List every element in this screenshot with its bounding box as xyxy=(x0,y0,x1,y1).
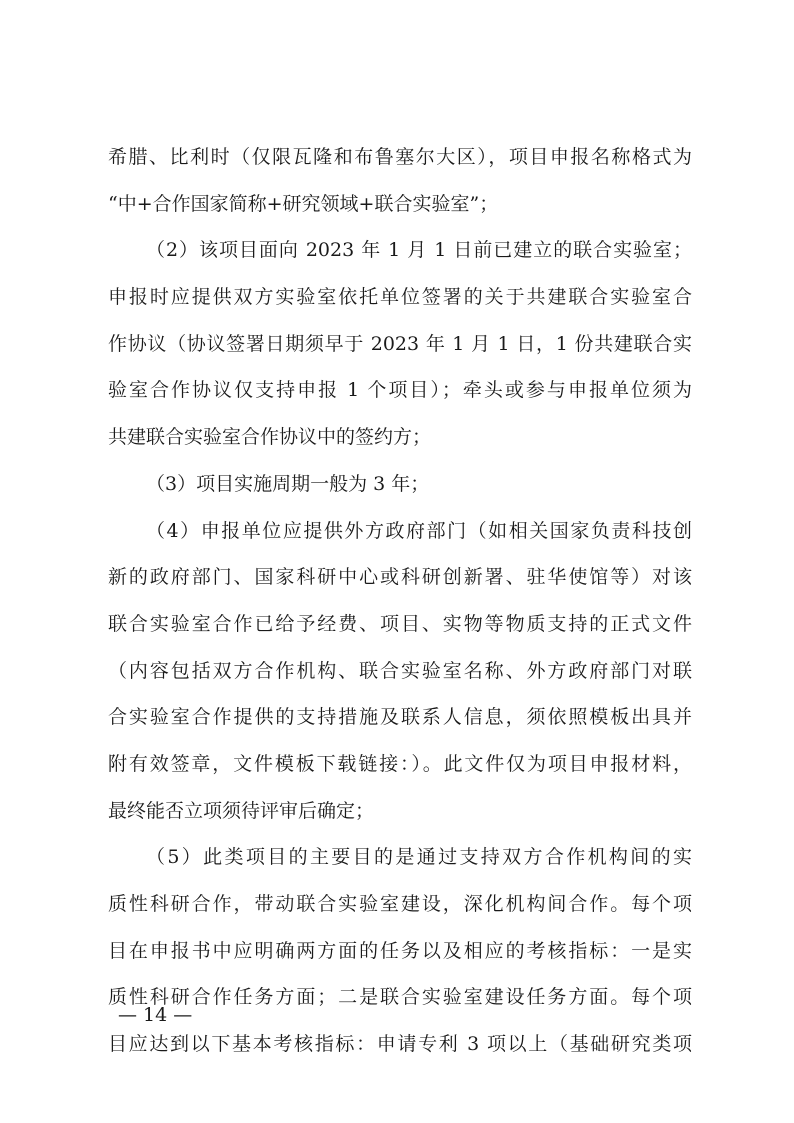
text-line: （5）此类项目的主要目的是通过支持双方合作机构间的实 xyxy=(146,846,692,869)
text-line: 联合实验室合作已给予经费、项目、实物等物质支持的正式文件 xyxy=(108,612,692,635)
text-line: 目应达到以下基本考核指标：申请专利 3 项以上（基础研究类项 xyxy=(108,1033,692,1056)
text-line: 验室合作协议仅支持申报 1 个项目）；牵头或参与申报单位须为 xyxy=(108,379,692,402)
text-line: “中+合作国家简称+研究领域+联合实验室”； xyxy=(108,192,499,215)
text-line: 希腊、比利时（仅限瓦隆和布鲁塞尔大区），项目申报名称格式为 xyxy=(108,146,692,168)
text-line: （2）该项目面向 2023 年 1 月 1 日前已建立的联合实验室； xyxy=(146,239,692,262)
text-line: 合实验室合作提供的支持措施及联系人信息，须依照模板出具并 xyxy=(108,706,692,729)
text-line: 质性科研合作任务方面；二是联合实验室建设任务方面。每个项 xyxy=(108,986,692,1009)
page-number: — 14 — xyxy=(118,1004,193,1026)
text-line: 附有效签章，文件模板下载链接：）。此文件仅为项目申报材料， xyxy=(108,752,692,775)
text-line: 新的政府部门、国家科研中心或科研创新署、驻华使馆等）对该 xyxy=(108,566,692,589)
text-line: （3）项目实施周期一般为 3 年； xyxy=(146,472,430,495)
text-line: 申报时应提供双方实验室依托单位签署的关于共建联合实验室合 xyxy=(108,286,692,309)
text-line: 质性科研合作，带动联合实验室建设，深化机构间合作。每个项 xyxy=(108,893,692,915)
text-line: 作协议（协议签署日期须早于 2023 年 1 月 1 日，1 份共建联合实 xyxy=(108,332,692,355)
text-line: 共建联合实验室合作协议中的签约方； xyxy=(108,426,432,449)
text-line: （4）申报单位应提供外方政府部门（如相关国家负责科技创 xyxy=(146,519,692,542)
document-body xyxy=(108,134,692,1068)
text-line: 最终能否立项须待评审后确定； xyxy=(108,799,375,822)
text-line: （内容包括双方合作机构、联合实验室名称、外方政府部门对联 xyxy=(108,659,692,682)
text-line: 目在申报书中应明确两方面的任务以及相应的考核指标：一是实 xyxy=(108,939,692,962)
